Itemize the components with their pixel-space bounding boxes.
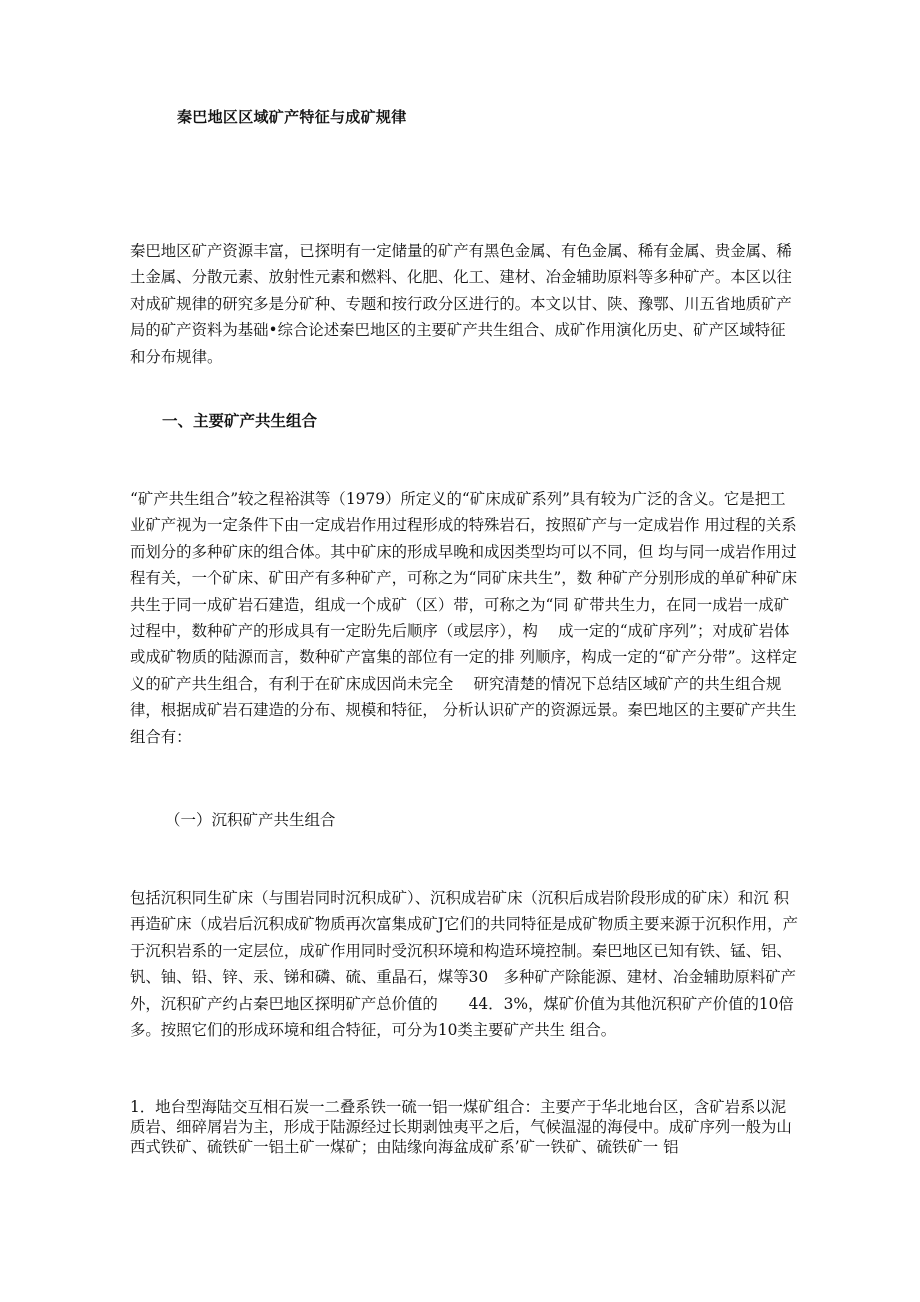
section-heading: 一、主要矿产共生组合 <box>162 412 318 430</box>
document-title: 秦巴地区区域矿产特征与成矿规律 <box>177 108 407 126</box>
section-paragraph: “矿产共生组合”较之程裕淇等（1979）所定义的“矿床成矿系列”具有较为广泛的含义。它是把工业矿产视为一定条件下由一定成岩作用过程形成的特殊岩石，按照矿产与一定成岩作 用过程的关系而划分的多种矿床的组合体。其中矿床的形成早晚和成因类型均可以不同，但 均与同一成岩作用过程有关，一个矿床、矿田产有多种矿产，可称之为“同矿床共生”，数 种矿产分别形成的单矿种矿床共生于同一成矿岩石建造，组成一个成矿（区）带，可称之为“同 矿带共生力，在同一成岩一成矿过程中，数种矿产的形成具有一定盼先后顺序（或层序），构 成一定的“成矿序列”；对成矿岩体或成矿物质的陆源而言，数种矿产富集的部位有一定的排 列顺序，构成一定的“矿产分带”。这样定义的矿产共生组合，有利于在矿床成因尚未完全 研究清楚的情况下总结区域矿产的共生组合规律，根据成矿岩石建造的分布、规模和特征， 分析认识矿产的资源远景。秦巴地区的主要矿产共生组合有： <box>130 490 798 746</box>
subsection-heading: （一）沉积矿产共生组合 <box>165 811 336 829</box>
list-item-paragraph: 1．地台型海陆交互相石炭一二叠系铁一硫一铝一煤矿组合：主要产于华北地台区，含矿岩系以泥质岩、细碎屑岩为主，形成于陆源经过长期剥蚀夷平之后，气候温湿的海侵中。成矿序列一般为山西式铁矿、硫铁矿一铝土矿一煤矿；由陆缘向海盆成矿系’矿一铁矿、硫铁矿一 铝 <box>130 1098 792 1156</box>
subsection-paragraph: 包括沉积同生矿床（与围岩同时沉积成矿）、沉积成岩矿床（沉积后成岩阶段形成的矿床）和沉 积再造矿床（成岩后沉积成矿物质再次富集成矿J它们的共同特征是成矿物质主要来源于沉积作用，产于沉积岩系的一定层位，成矿作用同时受沉积环境和构造环境控制。秦巴地区已知有铁、锰、铝、钒、铀、铅、锌、汞、锑和磷、硫、重晶石，煤等30 多种矿产除能源、建材、冶金辅助原料矿产外，沉积矿产约占秦巴地区探明矿产总价值的 44．3%，煤矿价值为其他沉积矿产价值的10倍多。按照它们的形成环境和组合特征，可分为10类主要矿产共生 组合。 <box>130 889 798 1040</box>
intro-paragraph: 秦巴地区矿产资源丰富，已探明有一定储量的矿产有黑色金属、有色金属、稀有金属、贵金属、稀土金属、分散元素、放射性元素和燃料、化肥、化工、建材、冶金辅助原料等多种矿产。本区以往对成矿规律的研究多是分矿种、专题和按行政分区进行的。本文以甘、陕、豫鄂、川五省地质矿产局的矿产资料为基础•综合论述秦巴地区的主要矿产共生组合、成矿作用演化历史、矿产区域特征和分布规律。 <box>130 242 792 366</box>
